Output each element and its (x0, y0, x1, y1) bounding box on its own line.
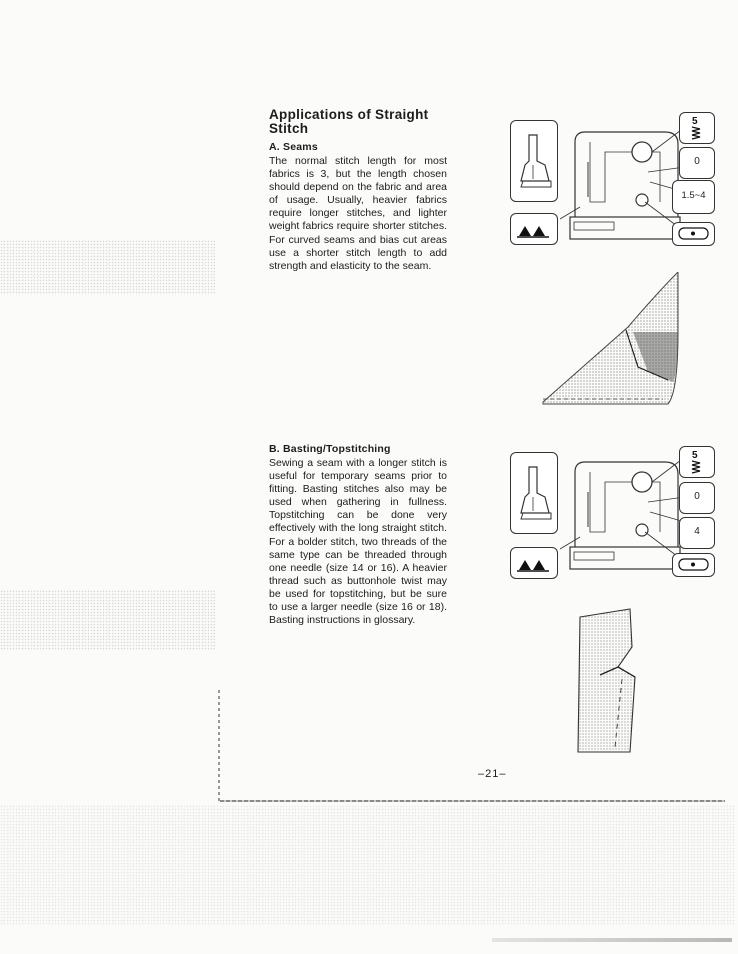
section-a-title: A. Seams (269, 141, 318, 153)
scan-noise-left-mid (0, 590, 215, 650)
page-edge-vertical (218, 690, 220, 802)
page-title: Applications of Straight Stitch (269, 107, 429, 136)
svg-text:5: 5 (692, 450, 698, 461)
fabric-seam-icon (538, 272, 708, 412)
scan-noise-bottom (0, 805, 735, 925)
presser-foot-icon (511, 121, 557, 201)
stitch-width-value: 0 (694, 491, 700, 502)
basting-seam-icon (570, 607, 650, 757)
feed-dog-box-a (510, 213, 558, 245)
feed-dog-icon (511, 548, 557, 578)
needle-position-box-b (672, 553, 715, 577)
needle-position-icon (673, 223, 714, 245)
stitch-width-box-b (679, 482, 715, 514)
stitch-length-box-b (679, 517, 715, 549)
presser-foot-box-b (510, 452, 558, 534)
section-a-body: The normal stitch length for most fabrics is 3, but the length chosen should depend on the fabric and area of usage. Usually, heavier fabrics require longer stitches, and lighter weight fabrics require shorter stitches. For curved seams and bias cut areas use a shorter stitch length to add strength and elasticity to the seam. (269, 155, 447, 272)
needle-position-icon (673, 554, 714, 576)
pattern-dial-box-b (679, 446, 715, 478)
section-b-body: Sewing a seam with a longer stitch is useful for temporary seams prior to fitting. Basting stitches also may be used when gathering in fullness. Topstitching can be done very effectively with the long straight stitch. For a bolder stitch, two threads of the same type can be threaded through one needle (size 14 or 16). A heavier thread such as buttonhole twist may be used for topstitching, but be sure to use a larger needle (size 16 or 18). Basting instructions in glossary. (269, 457, 447, 627)
section-b-title: B. Basting/Topstitching (269, 443, 391, 455)
presser-foot-box-a (510, 120, 558, 202)
sewing-machine-icon (560, 122, 690, 252)
pattern-dial-icon (680, 113, 714, 143)
stitch-width-value: 0 (694, 156, 700, 167)
stitch-width-box-a (679, 147, 715, 179)
pattern-dial-icon (680, 447, 714, 477)
stitch-length-value: 4 (694, 526, 700, 537)
page-number: –21– (478, 768, 507, 780)
sewing-machine-icon (560, 452, 690, 582)
needle-position-box-a (672, 222, 715, 246)
scan-shadow (492, 938, 732, 942)
pattern-dial-box-a (679, 112, 715, 144)
stitch-length-box-a (672, 180, 715, 214)
svg-text:5: 5 (692, 116, 698, 127)
presser-foot-icon (511, 453, 557, 533)
feed-dog-icon (511, 214, 557, 244)
stitch-length-value: 1.5~4 (681, 190, 706, 201)
feed-dog-box-b (510, 547, 558, 579)
page-edge-rule (220, 800, 725, 802)
scan-noise-left-top (0, 240, 215, 295)
